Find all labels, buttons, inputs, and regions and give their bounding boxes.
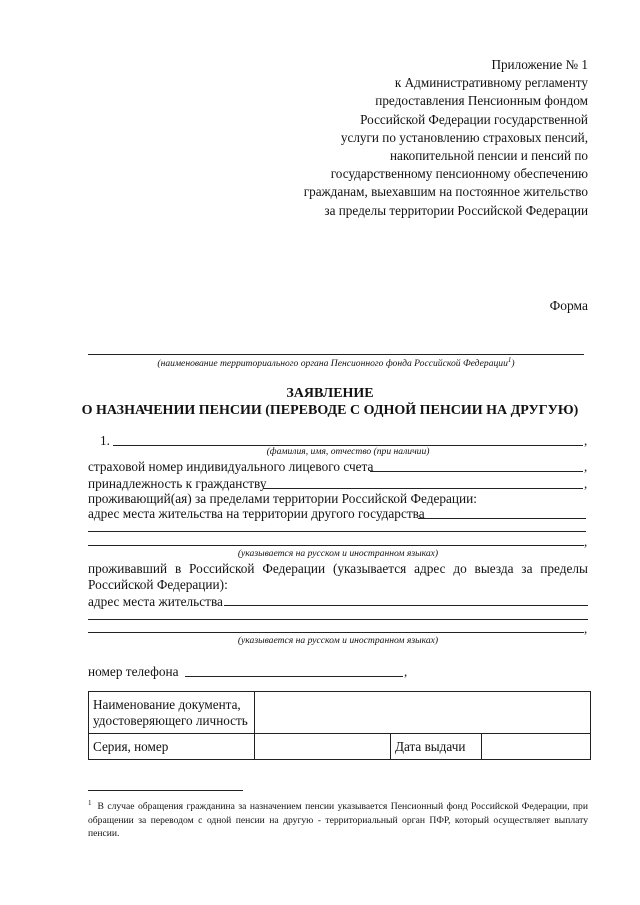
document-title xyxy=(60,385,600,419)
foreign-address-field-line-3[interactable] xyxy=(88,545,584,546)
appendix-line: Российской Федерации государственной xyxy=(360,111,588,127)
appendix-line: государственному пенсионному обеспечению xyxy=(330,166,588,182)
language-caption-2: (указывается на русском и иностранном языках) xyxy=(237,635,439,646)
address-field-line-3[interactable] xyxy=(88,632,584,633)
form-label: Форма xyxy=(549,298,588,313)
org-name-field[interactable] xyxy=(88,354,584,355)
appendix-line: услуги по установлению страховых пенсий, xyxy=(340,129,588,145)
footnote-ref: 1 xyxy=(507,356,512,364)
language-caption: (указывается на русском и иностранном языках) xyxy=(237,548,439,559)
comma: , xyxy=(584,433,588,448)
appendix-line: гражданам, выехавшим на постоянное жительство xyxy=(303,184,588,200)
issue-date-label: Дата выдачи xyxy=(391,734,482,760)
appendix-line: за пределы территории Российской Федерации xyxy=(324,202,588,218)
identity-document-table xyxy=(88,691,591,760)
item-number: 1. xyxy=(100,433,110,448)
address-label: адрес места жительства xyxy=(88,594,223,609)
address-field-line-2[interactable] xyxy=(88,619,588,620)
comma: , xyxy=(404,664,408,679)
snils-field[interactable] xyxy=(370,471,583,472)
phone-field[interactable] xyxy=(185,676,403,677)
appendix-line: предоставления Пенсионным фондом xyxy=(375,93,588,109)
title-line-2: О НАЗНАЧЕНИИ ПЕНСИИ (ПЕРЕВОДЕ С ОДНОЙ ПЕНСИИ НА ДРУГУЮ) xyxy=(81,403,579,418)
appendix-line: накопительной пенсии и пенсий по xyxy=(389,148,588,164)
comma: , xyxy=(584,476,588,491)
address-field[interactable] xyxy=(224,605,588,606)
footnote-separator xyxy=(88,790,243,791)
org-name-caption: (наименование территориального органа Пенсионного фонда Российской Федерации$^1$) xyxy=(157,356,515,370)
appendix-header xyxy=(258,56,588,220)
foreign-address-field[interactable] xyxy=(418,518,586,519)
fio-caption: (фамилия, имя, отчество (при наличии) xyxy=(266,446,430,457)
appendix-line: Приложение № 1 xyxy=(491,57,588,72)
title-line-1: ЗАЯВЛЕНИЕ xyxy=(286,386,374,401)
footnote xyxy=(88,797,588,841)
issue-date-cell[interactable] xyxy=(482,734,591,760)
comma: , xyxy=(584,534,588,549)
comma: , xyxy=(584,621,588,636)
citizenship-field[interactable] xyxy=(263,488,583,489)
doc-name-label: Наименование документа, удостоверяющего личность xyxy=(89,692,255,734)
doc-name-cell[interactable] xyxy=(255,692,591,734)
comma: , xyxy=(584,459,588,474)
footnote-mark: 1 xyxy=(88,799,92,807)
series-number-cell[interactable] xyxy=(255,734,391,760)
lived-in-rf-label: проживавший в Российской Федерации (указывается адрес до выезда за пределы Российской Федерации): xyxy=(88,561,588,592)
phone-label: номер телефона xyxy=(88,664,179,679)
citizenship-label: принадлежность к гражданству xyxy=(88,476,267,491)
foreign-address-field-line-2[interactable] xyxy=(88,531,586,532)
appendix-line: к Административному регламенту xyxy=(394,75,588,91)
footnote-text: В случае обращения гражданина за назначением пенсии указывается Пенсионный фонд Российской Федерации, при обращении за переводом с одной пенсии на другую - территориальный орган ПФР, который осуществляет выплату пенсии. xyxy=(88,801,588,840)
foreign-address-label: адрес места жительства на территории другого государства xyxy=(88,506,425,521)
snils-label: страховой номер индивидуального лицевого счета xyxy=(88,459,374,474)
series-number-label: Серия, номер xyxy=(89,734,255,760)
residing-abroad-label: проживающий(ая) за пределами территории Российской Федерации: xyxy=(88,491,477,506)
